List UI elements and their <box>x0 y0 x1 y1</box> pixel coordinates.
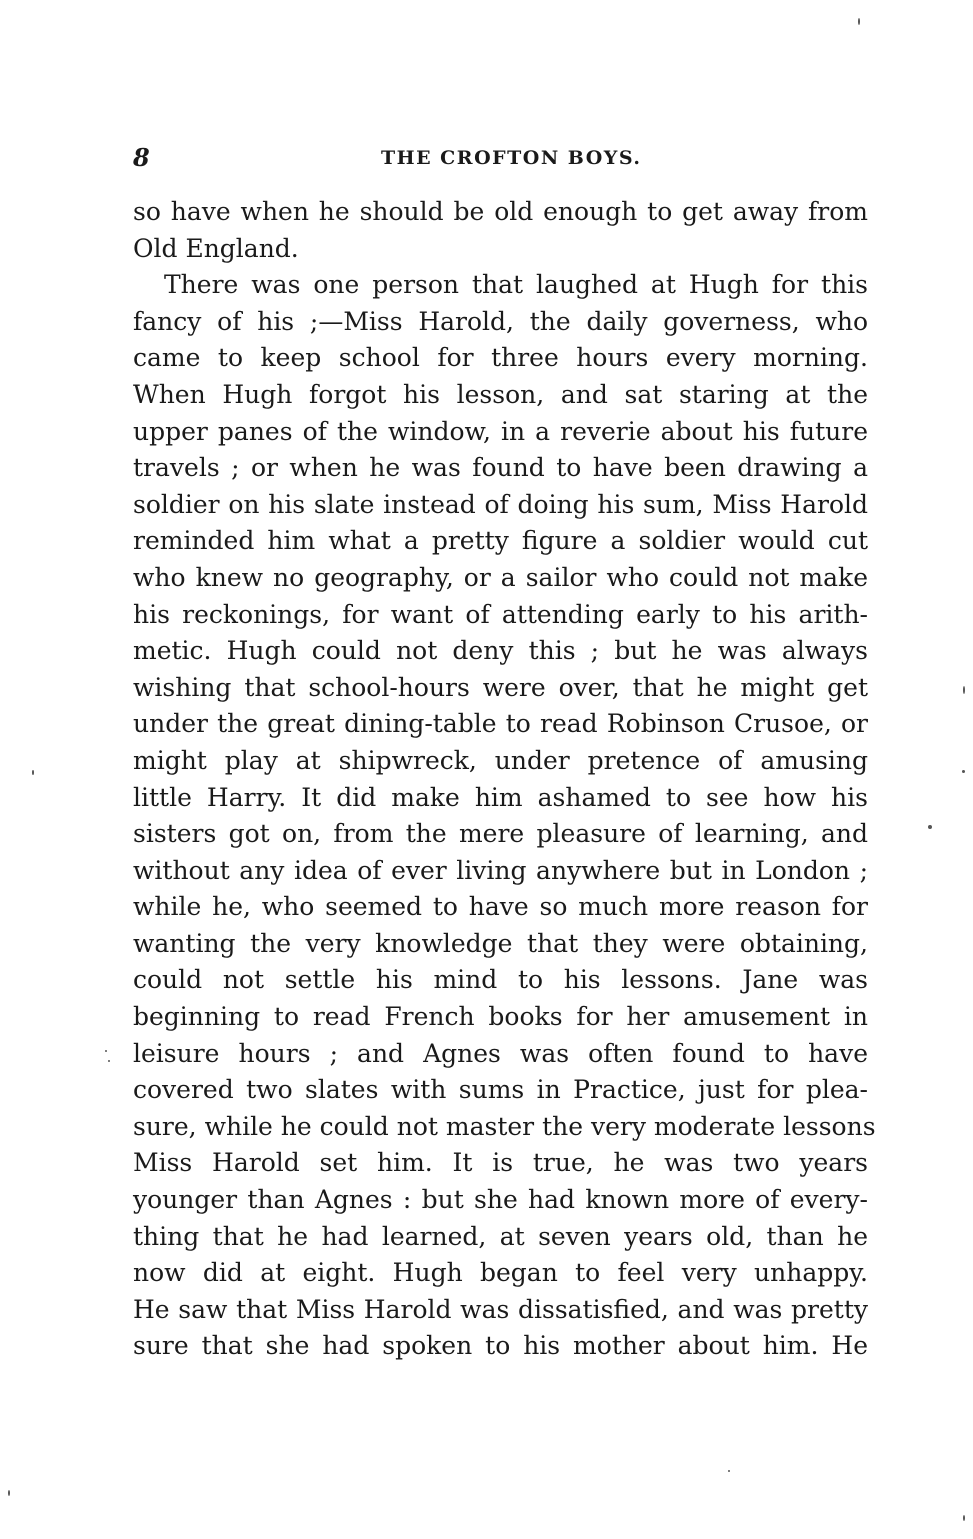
text-line: now did at eight. Hugh began to feel very unhappy. <box>133 1258 868 1288</box>
text-line: beginning to read French books for her amusement in <box>133 1002 868 1032</box>
running-head: THE CROFTON BOYS. <box>381 147 642 169</box>
text-line: wanting the very knowledge that they were obtaining, <box>133 928 868 958</box>
scan-speck <box>728 1470 730 1472</box>
text-line: Old England. <box>133 233 299 263</box>
text-line: came to keep school for three hours every morning. <box>133 343 868 373</box>
text-line: soldier on his slate instead of doing his sum, Miss Harold <box>133 489 868 519</box>
text-line: thing that he had learned, at seven years old, than he <box>133 1221 868 1251</box>
text-line: little Harry. It did make him ashamed to see how his <box>133 782 868 812</box>
text-line: covered two slates with sums in Practice, just for plea- <box>133 1075 868 1105</box>
scan-speck <box>962 770 965 773</box>
text-line: He saw that Miss Harold was dissatisfied, and was pretty <box>133 1294 868 1324</box>
text-line: reminded him what a pretty figure a soldier would cut <box>133 526 868 556</box>
scan-speck <box>963 1515 965 1521</box>
text-line: younger than Agnes : but she had known more of every- <box>133 1185 868 1215</box>
text-line: might play at shipwreck, under pretence of amusing <box>133 745 868 775</box>
text-line: could not settle his mind to his lessons. Jane was <box>133 965 868 995</box>
text-line: Miss Harold set him. It is true, he was two years <box>133 1148 868 1178</box>
text-line: while he, who seemed to have so much more reason for <box>133 892 868 922</box>
scan-speck <box>858 18 860 25</box>
text-line: his reckonings, for want of attending early to his arith- <box>133 599 868 629</box>
text-line: When Hugh forgot his lesson, and sat staring at the <box>133 379 868 409</box>
text-line: sure, while he could not master the very moderate lessons <box>133 1111 876 1141</box>
text-line: fancy of his ;—Miss Harold, the daily governess, who <box>133 306 868 336</box>
text-line: There was one person that laughed at Hugh for this <box>164 270 868 300</box>
scan-speck <box>105 1050 107 1052</box>
text-line: sure that she had spoken to his mother about him. He <box>133 1331 868 1361</box>
scan-speck <box>963 686 965 694</box>
text-line: so have when he should be old enough to get away from <box>133 197 868 226</box>
scan-speck <box>8 1490 10 1496</box>
page-number: 8 <box>133 143 150 172</box>
scan-speck <box>108 1060 110 1062</box>
text-line: without any idea of ever living anywhere but in London ; <box>133 855 868 885</box>
text-line: under the great dining-table to read Robinson Crusoe, or <box>133 709 868 739</box>
text-line: leisure hours ; and Agnes was often found to have <box>133 1038 868 1068</box>
text-line: travels ; or when he was found to have been drawing a <box>133 453 868 483</box>
page-header <box>133 143 868 173</box>
text-line: upper panes of the window, in a reverie about his future <box>133 416 868 446</box>
scan-speck <box>928 825 932 829</box>
text-line: sisters got on, from the mere pleasure of learning, and <box>133 819 868 849</box>
scan-speck <box>32 770 34 775</box>
text-line: who knew no geography, or a sailor who could not make <box>133 562 868 592</box>
text-line: wishing that school-hours were over, that he might get <box>133 672 868 702</box>
text-line: metic. Hugh could not deny this ; but he was always <box>133 636 868 666</box>
body-text <box>133 194 876 1365</box>
